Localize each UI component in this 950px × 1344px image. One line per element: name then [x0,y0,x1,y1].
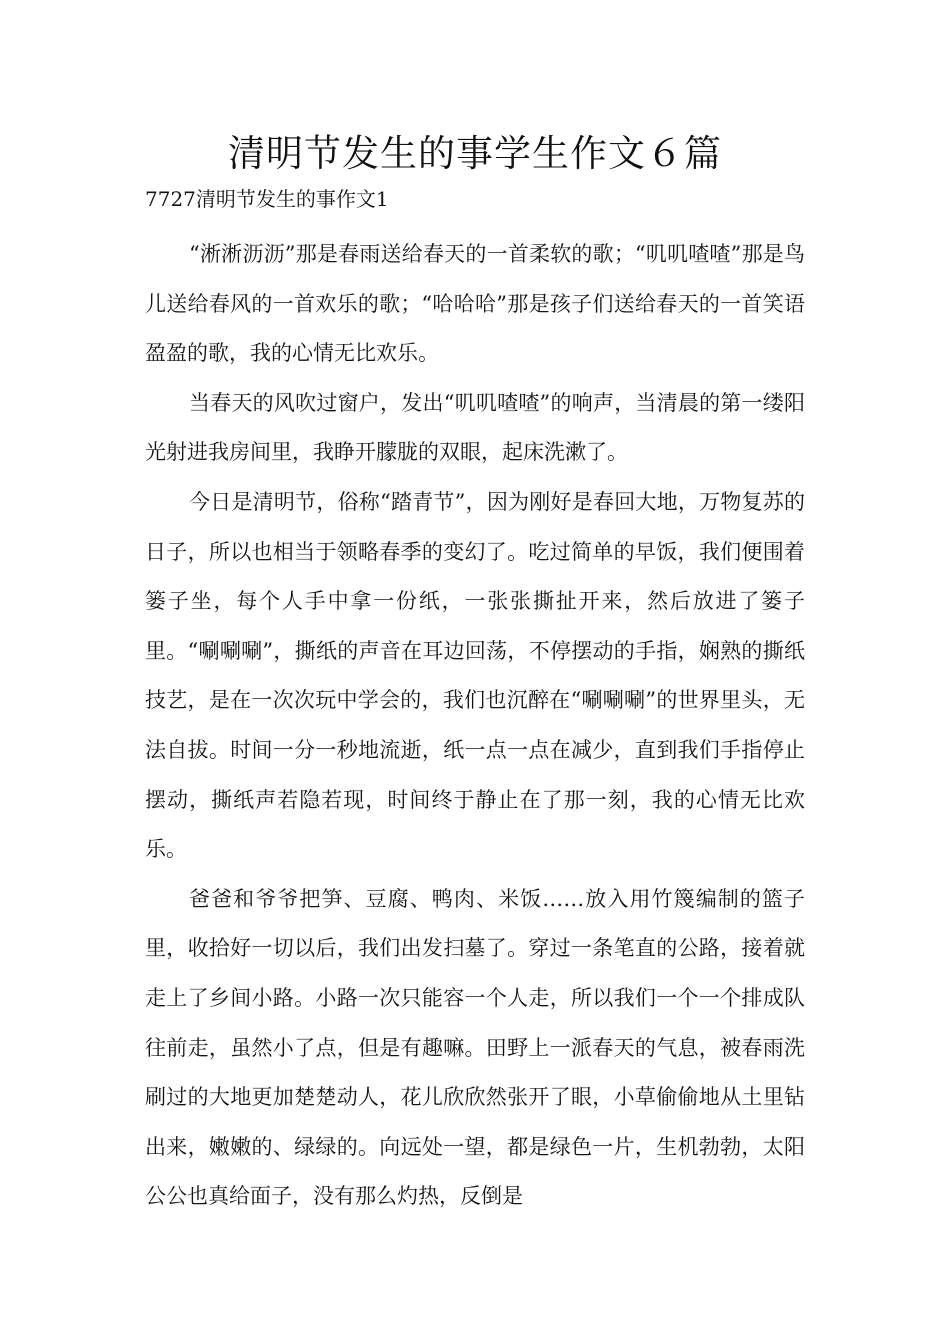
paragraph-3: 今日是清明节，俗称“踏青节”，因为刚好是春回大地，万物复苏的日子，所以也相当于领略春季的变幻了。吃过简单的早饭，我们便围着篓子坐，每个人手中拿一份纸，一张张撕扯开来，然后放进了篓子里。“唰唰唰”，撕纸的声音在耳边回荡，不停摆动的手指，娴熟的撕纸技艺，是在一次次玩中学会的，我们也沉醉在“唰唰唰”的世界里头，无法自拔。时间一分一秒地流逝，纸一点一点在减少，直到我们手指停止摆动，撕纸声若隐若现，时间终于静止在了那一刻，我的心情无比欢乐。 [145,489,805,862]
paragraph-4: 爸爸和爷爷把笋、豆腐、鸭肉、米饭……放入用竹篾编制的篮子里，收拾好一切以后，我们出发扫墓了。穿过一条笔直的公路，接着就走上了乡间小路。小路一次只能容一个人走，所以我们一个一个排成队往前走，虽然小了点，但是有趣嘛。田野上一派春天的气息，被春雨洗刷过的大地更加楚楚动人，花儿欣欣然张开了眼，小草偷偷地从土里钻出来，嫩嫩的、绿绿的。向远处一望，都是绿色一片，生机勃勃，太阳公公也真给面子，没有那么灼热，反倒是 [145,886,805,1209]
paragraph-2: 当春天的风吹过窗户，发出“叽叽喳喳”的响声，当清晨的第一缕阳光射进我房间里，我睁开朦胧的双眼，起床洗漱了。 [145,390,805,465]
document-body [145,230,805,1222]
paragraph-1: “淅淅沥沥”那是春雨送给春天的一首柔软的歌；“叽叽喳喳”那是鸟儿送给春风的一首欢乐的歌；“哈哈哈”那是孩子们送给春天的一首笑语盈盈的歌，我的心情无比欢乐。 [145,242,805,366]
document-title: 清明节发生的事学生作文６篇 [228,132,722,175]
document-subtitle: 7727清明节发生的事作文1 [145,187,389,211]
